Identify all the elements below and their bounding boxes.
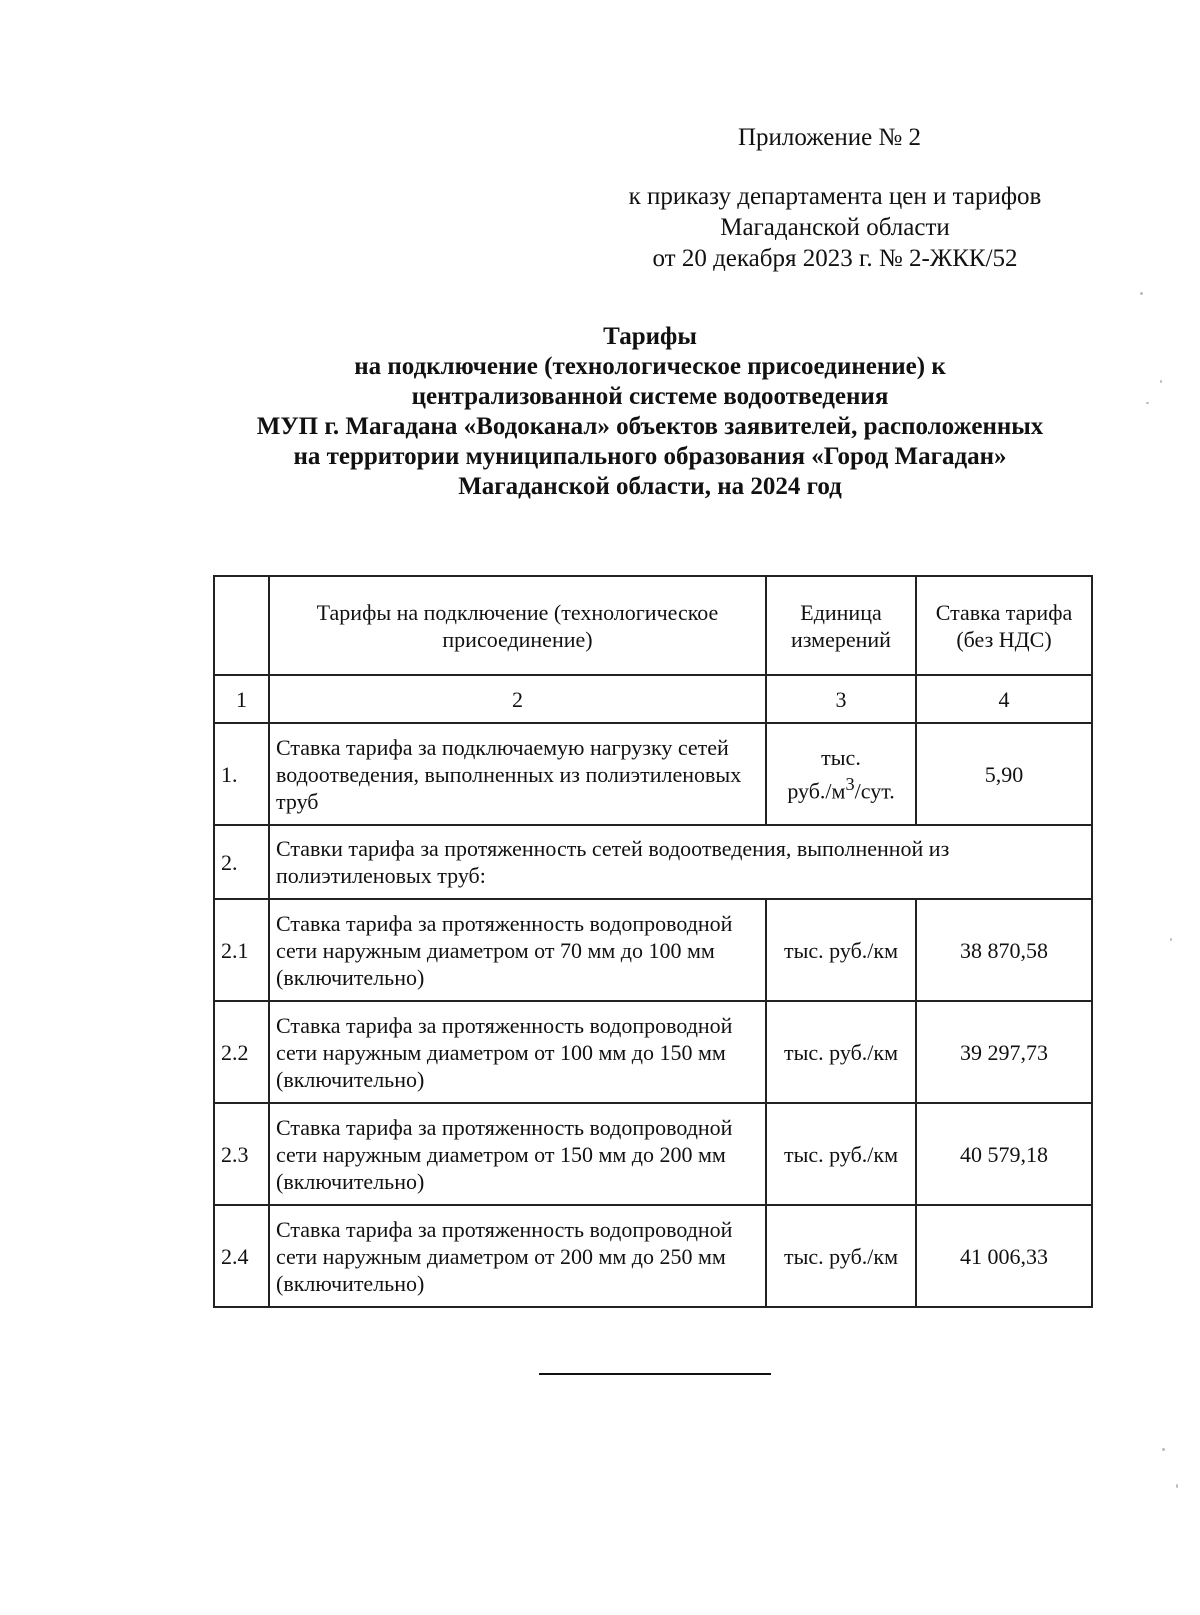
- scan-speck: [1160, 380, 1162, 383]
- column-number: 2: [269, 675, 766, 723]
- column-number: 4: [916, 675, 1092, 723]
- header-col-3: Единица измерений: [766, 576, 916, 675]
- unit-line-2: [773, 771, 909, 804]
- row-rate: 41 006,33: [916, 1205, 1092, 1307]
- row-rate: 38 870,58: [916, 899, 1092, 1001]
- row-description: Ставка тарифа за протяженность водопроводной сети наружным диаметром от 200 мм до 250 мм (включительно): [269, 1205, 766, 1307]
- table-row: [214, 899, 1092, 1001]
- row-description: Ставка тарифа за протяженность водопроводной сети наружным диаметром от 100 мм до 150 мм (включительно): [269, 1001, 766, 1103]
- scan-speck: [1140, 292, 1143, 295]
- row-unit: тыс. руб./км: [766, 899, 916, 1001]
- document-title: [150, 322, 1150, 502]
- scan-speck: [1170, 938, 1172, 941]
- title-line-6: Магаданской области, на 2024 год: [458, 473, 842, 500]
- order-reference: [600, 181, 1070, 274]
- header-col-1: [214, 576, 269, 675]
- row-rate: 40 579,18: [916, 1103, 1092, 1205]
- table-row: [214, 723, 1092, 825]
- table-row: [214, 1103, 1092, 1205]
- order-line-1: к приказу департамента цен и тарифов: [628, 183, 1042, 210]
- title-line-5: на территории муниципального образования «Город Магадан»: [293, 443, 1007, 470]
- row-unit: тыс. руб./км: [766, 1001, 916, 1103]
- title-line-2: на подключение (технологическое присоединение) к: [354, 353, 946, 380]
- header-col-4: Ставка тарифа (без НДС): [916, 576, 1092, 675]
- row-description: Ставки тарифа за протяженность сетей водоотведения, выполненной из полиэтиленовых труб:: [269, 825, 1092, 899]
- scan-speck: [1146, 402, 1149, 404]
- order-line-2: Магаданской области: [720, 214, 950, 241]
- row-unit: тыс. руб./км: [766, 1103, 916, 1205]
- row-number: 1.: [214, 723, 269, 825]
- column-number-row: [214, 675, 1092, 723]
- scan-speck: [1162, 1448, 1165, 1451]
- unit-suffix: /сут.: [854, 778, 895, 804]
- row-description: Ставка тарифа за подключаемую нагрузку сетей водоотведения, выполненных из полиэтиленовых труб: [269, 723, 766, 825]
- unit-line-1: тыс.: [821, 744, 861, 770]
- title-line-3: централизованной системе водоотведения: [411, 383, 889, 410]
- row-unit: [766, 723, 916, 825]
- order-line-3: от 20 декабря 2023 г. № 2-ЖКК/52: [652, 245, 1018, 272]
- row-unit: тыс. руб./км: [766, 1205, 916, 1307]
- closing-divider: [539, 1373, 771, 1375]
- table-row: [214, 1001, 1092, 1103]
- table-row: [214, 1205, 1092, 1307]
- row-number: 2.4: [214, 1205, 269, 1307]
- unit-prefix: руб./м: [787, 778, 846, 804]
- row-description: Ставка тарифа за протяженность водопроводной сети наружным диаметром от 70 мм до 100 мм (включительно): [269, 899, 766, 1001]
- header-col-2: Тарифы на подключение (технологическое присоединение): [269, 576, 766, 675]
- table-header-row: [214, 576, 1092, 675]
- row-number: 2.1: [214, 899, 269, 1001]
- row-number: 2.3: [214, 1103, 269, 1205]
- column-number: 1: [214, 675, 269, 723]
- row-number: 2.: [214, 825, 269, 899]
- title-line-1: Тарифы: [603, 323, 697, 350]
- tariff-table: [213, 575, 1093, 1308]
- row-rate: 5,90: [916, 723, 1092, 825]
- table-row: [214, 825, 1092, 899]
- row-description: Ставка тарифа за протяженность водопроводной сети наружным диаметром от 150 мм до 200 мм (включительно): [269, 1103, 766, 1205]
- unit-superscript: 3: [845, 773, 855, 794]
- row-rate: 39 297,73: [916, 1001, 1092, 1103]
- column-number: 3: [766, 675, 916, 723]
- scan-speck: [1176, 1484, 1178, 1488]
- title-line-4: МУП г. Магадана «Водоканал» объектов заявителей, расположенных: [256, 413, 1044, 440]
- appendix-title: Приложение № 2: [738, 124, 922, 151]
- row-number: 2.2: [214, 1001, 269, 1103]
